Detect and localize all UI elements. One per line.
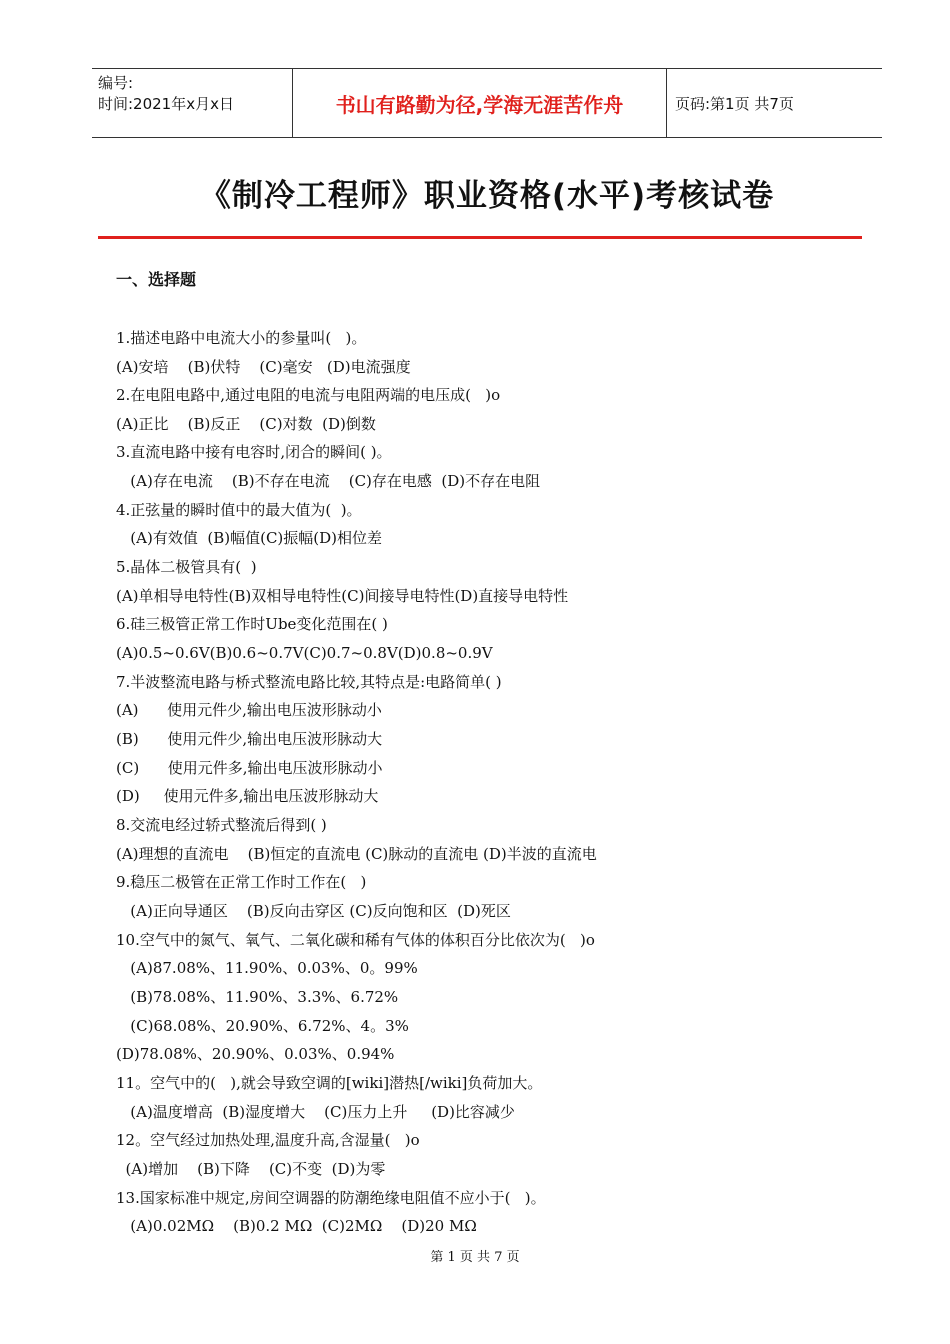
question-line: (A)理想的直流电 (B)恒定的直流电 (C)脉动的直流电 (D)半波的直流电 bbox=[116, 845, 597, 863]
time-label: 时间:2021年x月x日 bbox=[98, 95, 234, 113]
title-divider bbox=[98, 236, 862, 239]
question-line: 5.晶体二极管具有( ) bbox=[116, 558, 257, 576]
question-line: 9.稳压二极管在正常工作时工作在( ) bbox=[116, 873, 367, 891]
question-line: (A) 使用元件少,输出电压波形脉动小 bbox=[116, 701, 382, 719]
question-line: (B) 使用元件少,输出电压波形脉动大 bbox=[116, 730, 383, 748]
question-line: (A)增加 (B)下降 (C)不变 (D)为零 bbox=[116, 1160, 386, 1178]
question-line: (C)68.08%、20.90%、6.72%、4。3% bbox=[116, 1017, 409, 1035]
question-line: 1.描述电路中电流大小的参量叫( )。 bbox=[116, 329, 367, 347]
question-line: (A)安培 (B)伏特 (C)毫安 (D)电流强度 bbox=[116, 358, 411, 376]
header-page-info: 页码:第1页 共7页 bbox=[675, 94, 794, 113]
question-line: (A)87.08%、11.90%、0.03%、0。99% bbox=[116, 959, 418, 977]
question-line: (A)单相导电特性(B)双相导电特性(C)间接导电特性(D)直接导电特性 bbox=[116, 587, 569, 605]
question-line: 2.在电阻电路中,通过电阻的电流与电阻两端的电压成( )o bbox=[116, 386, 501, 404]
question-line: 4.正弦量的瞬时值中的最大值为( )。 bbox=[116, 501, 362, 519]
header-meta-cell bbox=[92, 69, 293, 137]
question-line: (A)正比 (B)反正 (C)对数 (D)倒数 bbox=[116, 415, 376, 433]
question-line: 6.硅三极管正常工作时Ube变化范围在( ) bbox=[116, 615, 388, 633]
question-line: 8.交流电经过轿式整流后得到( ) bbox=[116, 816, 327, 834]
question-line: (D) 使用元件多,输出电压波形脉动大 bbox=[116, 787, 379, 805]
question-line: 7.半波整流电路与桥式整流电路比较,其特点是:电路简单( ) bbox=[116, 673, 502, 691]
question-line: 3.直流电路中接有电容时,闭合的瞬间( )。 bbox=[116, 443, 392, 461]
question-line: 12。空气经过加热处理,温度升高,含湿量( )o bbox=[116, 1131, 420, 1149]
question-line: (A)温度增高 (B)湿度增大 (C)压力上升 (D)比容减少 bbox=[116, 1103, 515, 1121]
document-title: 《制冷工程师》职业资格(水平)考核试卷 bbox=[199, 178, 775, 214]
question-line: (A)0.02MΩ (B)0.2 MΩ (C)2MΩ (D)20 MΩ bbox=[116, 1217, 477, 1235]
question-line: (A)正向导通区 (B)反向击穿区 (C)反向饱和区 (D)死区 bbox=[116, 902, 511, 920]
question-line: (B)78.08%、11.90%、3.3%、6.72% bbox=[116, 988, 399, 1006]
question-line: (C) 使用元件多,输出电压波形脉动小 bbox=[116, 759, 383, 777]
section-title: 一、选择题 bbox=[116, 270, 197, 289]
question-line: (A)0.5~0.6V(B)0.6~0.7V(C)0.7~0.8V(D)0.8~0.9V bbox=[116, 644, 493, 662]
question-line: 10.空气中的氮气、氧气、二氧化碳和稀有气体的体积百分比依次为( )o bbox=[116, 931, 595, 949]
serial-label: 编号: bbox=[98, 74, 134, 92]
header-table bbox=[92, 68, 882, 138]
question-line: 13.国家标准中规定,房间空调器的防潮绝缘电阻值不应小于( )。 bbox=[116, 1189, 546, 1207]
question-line: (D)78.08%、20.90%、0.03%、0.94% bbox=[116, 1045, 395, 1063]
page-footer: 第 1 页 共 7 页 bbox=[430, 1250, 520, 1265]
header-motto: 书山有路勤为径,学海无涯苦作舟 bbox=[293, 69, 667, 137]
question-line: (A)存在电流 (B)不存在电流 (C)存在电感 (D)不存在电阻 bbox=[116, 472, 541, 490]
question-line: (A)有效值 (B)幅值(C)振幅(D)相位差 bbox=[116, 529, 383, 547]
question-line: 11。空气中的( ),就会导致空调的[wiki]潜热[/wiki]负荷加大。 bbox=[116, 1074, 543, 1092]
